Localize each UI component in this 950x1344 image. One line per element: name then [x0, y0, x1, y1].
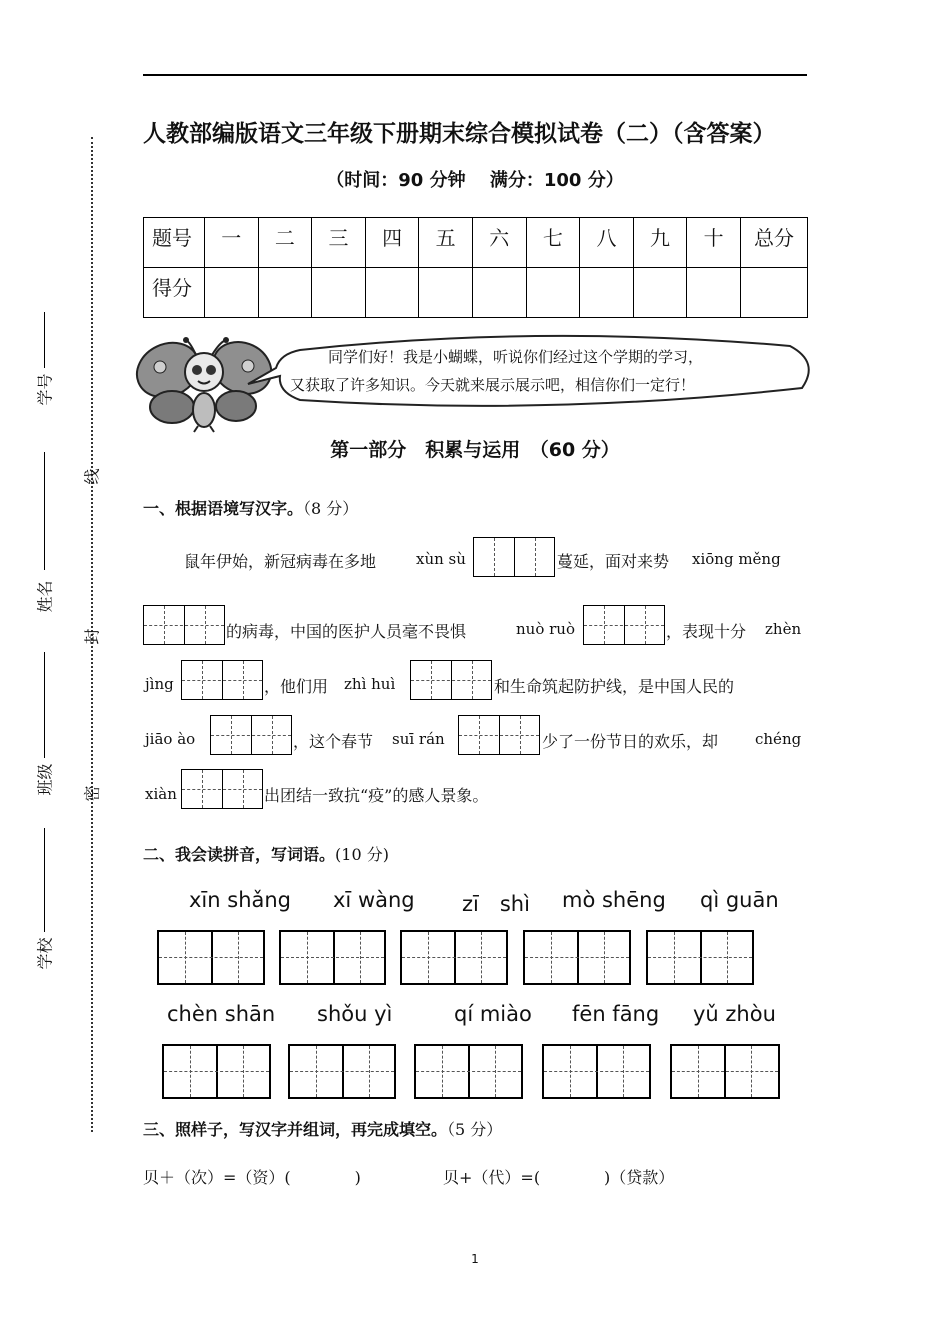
word-grid[interactable]	[400, 930, 508, 985]
s1-text-4: ，表现十分	[666, 622, 747, 641]
answer-grid[interactable]	[583, 605, 665, 645]
score-header-cell: 四	[365, 218, 419, 268]
s1-text-8: 少了一份节日的欢乐，却	[542, 732, 719, 751]
class-label: 班级	[35, 763, 55, 796]
word-grid[interactable]	[414, 1044, 523, 1099]
s2-pinyin: chèn shān	[167, 1002, 276, 1026]
name-blank[interactable]	[44, 452, 45, 570]
s1-pinyin-4a: zhèn	[765, 620, 802, 638]
intro-line-1: 同学们好！我是小蝴蝶，听说你们经过这个学期的学习，	[328, 348, 704, 366]
word-grid[interactable]	[646, 930, 754, 985]
s1-pinyin-4b: jìng	[145, 675, 174, 693]
intro-line-2: 又获取了许多知识。今天就来展示展示吧，相信你们一定行！	[290, 376, 696, 394]
s1-text-9: 出团结一致抗“疫”的感人景象。	[264, 786, 489, 805]
score-header-cell: 八	[580, 218, 634, 268]
s2-pinyin: xīn shǎng	[189, 888, 292, 912]
section1-points: （8 分）	[303, 499, 359, 518]
word-grid[interactable]	[157, 930, 265, 985]
score-cell[interactable]	[687, 268, 741, 318]
student-id-label: 学号	[35, 373, 55, 406]
answer-grid[interactable]	[458, 715, 540, 755]
word-grid[interactable]	[670, 1044, 780, 1099]
score-cell[interactable]	[205, 268, 259, 318]
section1-heading	[143, 496, 358, 519]
s3-example-1: 贝＋（次）=（资）( )	[143, 1168, 361, 1187]
word-grid[interactable]	[523, 930, 631, 985]
s2-pinyin: zī shì	[462, 892, 530, 916]
s2-pinyin: shǒu yì	[317, 1002, 393, 1026]
answer-grid[interactable]	[181, 769, 263, 809]
score-cell[interactable]	[526, 268, 580, 318]
s1-text-1: 鼠年伊始，新冠病毒在多地	[184, 552, 377, 571]
score-cell[interactable]	[419, 268, 473, 318]
section3-points: （5 分）	[447, 1120, 503, 1139]
score-header-cell: 九	[633, 218, 687, 268]
score-header-cell: 十	[687, 218, 741, 268]
school-blank[interactable]	[44, 828, 45, 932]
score-cell[interactable]	[741, 268, 808, 318]
s1-pinyin-8a: chéng	[755, 730, 802, 748]
score-header-cell: 五	[419, 218, 473, 268]
section3-heading-text: 三、照样子，写汉字并组词，再完成填空。	[143, 1120, 448, 1139]
s3-example-2: 贝+（代）=( )（贷款）	[443, 1168, 675, 1187]
word-grid[interactable]	[279, 930, 386, 985]
s1-text-5: ，他们用	[264, 677, 329, 696]
s2-pinyin: qì guān	[700, 888, 779, 912]
exam-title: 人教部编版语文三年级下册期末综合模拟试卷（二）（含答案）	[143, 121, 776, 147]
score-header-cell: 六	[472, 218, 526, 268]
seal-mark-line: 线	[82, 468, 102, 485]
s1-text-2: 蔓延，面对来势	[557, 552, 670, 571]
s1-pinyin-6: jiāo ào	[145, 730, 196, 748]
score-cell[interactable]	[365, 268, 419, 318]
score-header-cell: 题号	[144, 218, 205, 268]
answer-grid[interactable]	[181, 660, 263, 700]
word-grid[interactable]	[162, 1044, 271, 1099]
class-blank[interactable]	[44, 652, 45, 758]
header-rule	[143, 74, 807, 76]
s2-pinyin: mò shēng	[562, 888, 666, 912]
s1-text-7: ，这个春节	[293, 732, 374, 751]
section2-points: (10 分)	[335, 845, 389, 864]
section2-heading-text: 二、我会读拼音，写词语。	[143, 845, 336, 864]
seal-mark-seal: 封	[82, 628, 102, 645]
s1-text-3: 的病毒，中国的医护人员毫不畏惧	[226, 622, 467, 641]
school-label: 学校	[35, 937, 55, 970]
part1-title: 第一部分 积累与运用 （60 分）	[330, 439, 620, 461]
answer-grid[interactable]	[210, 715, 292, 755]
section3-heading	[143, 1117, 502, 1140]
answer-grid[interactable]	[410, 660, 492, 700]
score-header-cell: 二	[258, 218, 312, 268]
s2-pinyin: fēn fāng	[572, 1002, 660, 1026]
seal-mark-secret: 密	[82, 785, 102, 802]
s2-pinyin: qí miào	[454, 1002, 532, 1026]
answer-grid[interactable]	[473, 537, 555, 577]
score-cell[interactable]	[258, 268, 312, 318]
score-cell[interactable]	[472, 268, 526, 318]
score-header-cell: 七	[526, 218, 580, 268]
word-grid[interactable]	[542, 1044, 651, 1099]
score-table-header-row	[144, 218, 808, 268]
score-header-cell: 一	[205, 218, 259, 268]
s1-pinyin-1: xùn sù	[416, 550, 466, 568]
student-id-blank[interactable]	[44, 312, 45, 368]
page-number: 1	[471, 1252, 479, 1266]
score-header-cell: 总分	[741, 218, 808, 268]
intro-bubble-text	[290, 343, 810, 399]
s1-text-6: 和生命筑起防护线，是中国人民的	[494, 677, 735, 696]
s2-pinyin: yǔ zhòu	[693, 1002, 776, 1026]
score-table-score-row	[144, 268, 808, 318]
s1-pinyin-8b: xiàn	[145, 785, 177, 803]
word-grid[interactable]	[288, 1044, 396, 1099]
score-table	[143, 217, 808, 318]
score-cell[interactable]	[312, 268, 366, 318]
section1-heading-text: 一、根据语境写汉字。	[143, 499, 304, 518]
score-cell[interactable]	[633, 268, 687, 318]
score-cell[interactable]	[580, 268, 634, 318]
s1-pinyin-2: xiōng měng	[692, 550, 781, 568]
exam-subtitle: （时间：90 分钟 满分：100 分）	[326, 170, 624, 191]
s1-pinyin-7: suī rán	[392, 730, 445, 748]
s2-pinyin: xī wàng	[333, 888, 415, 912]
s1-pinyin-5: zhì huì	[344, 675, 396, 693]
s1-pinyin-3: nuò ruò	[516, 620, 575, 638]
score-row-label: 得分	[144, 268, 205, 318]
name-label: 姓名	[35, 580, 55, 613]
answer-grid[interactable]	[143, 605, 225, 645]
score-header-cell: 三	[312, 218, 366, 268]
section2-heading	[143, 842, 389, 865]
